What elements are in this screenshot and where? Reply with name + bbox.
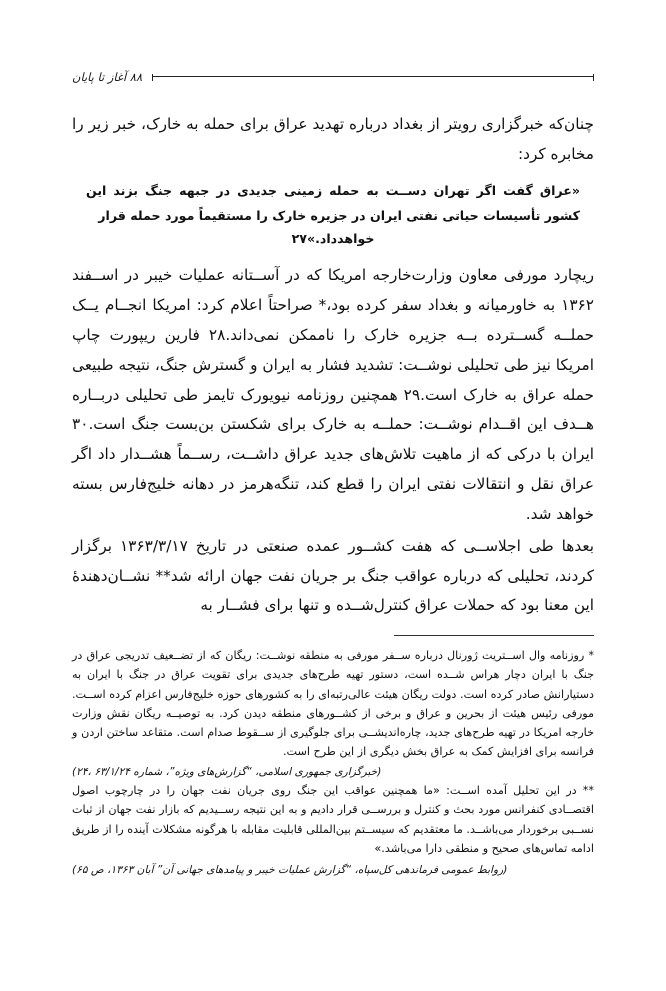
page-header-title: ۸۸ آغاز تا پایان xyxy=(72,70,143,84)
footnote-1-source: (خبرگزاری جمهوری اسلامی، “گزارش‌های ویژه”، شماره ۶۳/۱/۲۴ ،۲۴) xyxy=(72,765,382,778)
quote-line-1: «عراق گفت اگر تهران دســت به حمله زمینی جدیدی در جبهه جنگ بزند این xyxy=(86,182,580,198)
page-header xyxy=(72,70,594,84)
quote-line-3: خواهدداد.»۲۷ xyxy=(291,231,375,247)
header-rule xyxy=(152,76,594,77)
paragraph-1: چنان‌که خبرگزاری رویتر از بغداد درباره تهدید عراق برای حمله به خارک، خبر زیر را مخابره کرد: xyxy=(72,115,594,163)
footnotes xyxy=(72,646,594,879)
body-text xyxy=(72,110,594,621)
quote-line-2: کشور تأسیسات حیاتی نفتی ایران در جزیره خارک را مستقیماً مورد حمله قرار xyxy=(98,207,580,223)
block-quote xyxy=(72,178,594,252)
footnote-1: * روزنامه وال اســتریت ژورنال درباره ســفر مورفی به منطقه نوشــت: ریگان که از تضــعیف تدریجی عراق در جنگ با ایران دچار هراس شــده است، دستور تهیه طرح‌های جدیدی برای تقویت عراق در جنگ با ایران به دستیارانش صادر کرده است. دولت ریگان هیئت عالی‌رتبه‌ای را به کشورهای حوزه خلیج‌فارس اعزام کرده اســت. مورفی رئیس هیئت از بحرین و عراق و برخی از کشــورهای منطقه دیدن کرد. به توصیــه ریگان نقش وزارت خارجه امریکا در تهیه طرح‌های جدید، چاره‌اندیشــی برای جلوگیری از ســقوط صدام است. متقاعد ساختن اردن و فرانسه برای افزایش کمک به عراق بخش دیگری از این طرح است. xyxy=(72,649,594,759)
paragraph-2: ریچارد مورفی معاون وزارت‌خارجه امریکا که در آســتانه عملیات خیبر در اســفند ۱۳۶۲ به خاورمیانه و بغداد سفر کرده بود،* صراحتاً اعلام کرد: امریکا انجــام یــک حملــه گســترده بــه جزیره خارک را ناممکن نمی‌داند.۲۸ فارین ریپورت چاپ امریکا نیز طی تحلیلی نوشــت: تشدید فشار به ایران و گسترش جنگ، نتیجه طبیعی حمله عراق به خارک است.۲۹ همچنین روزنامه نیویورک تایمز طی تحلیلی دربــاره هــدف این اقــدام نوشــت: حملــه به خارک برای شکستن بن‌بست جنگ است.۳۰ ایران با درکی که از ماهیت تلاش‌های جدید عراق داشــت، رســماً هشــدار داد اگر عراق نقل و انتقالات نفتی ایران را قطع کند، تنگه‌هرمز در دهانه خلیج‌فارس بسته خواهد شد. xyxy=(72,266,594,523)
paragraph-3: بعدها طی اجلاســی که هفت کشــور عمده صنعتی در تاریخ ۱۳۶۳/۳/۱۷ برگزار کردند، تحلیلی که درباره عواقب جنگ بر جریان نفت جهان ارائه شد** نشــان‌دهندۀ این معنا بود که حملات عراق کنترل‌شــده و تنها برای فشــار به xyxy=(72,536,594,615)
footnote-2-source: (روابط عمومی فرماندهی کل‌سپاه، “گزارش عملیات خیبر و پیامدهای جهانی آن” آبان ۱۳۶۳، ص ۶۵) xyxy=(72,864,508,877)
footnote-2: ** در این تحلیل آمده اســت: «ما همچنین عواقب این جنگ روی جریان نفت جهان را در چارچوب اصول اقتصــادی کنفرانس مورد بحث و کنترل و بررســی قرار دادیم و به این نتیجه رســیدیم که بازار نفت جهان از ثبات نســبی برخوردار می‌باشــد. ما معتقدیم که سیســتم بین‌المللی قابلیت مقابله با هرگونه مشکلات آینده را از طریق ادامه تماس‌های صحیح و منطقی دارا می‌باشد.» xyxy=(72,783,594,855)
footnote-separator xyxy=(394,635,594,636)
